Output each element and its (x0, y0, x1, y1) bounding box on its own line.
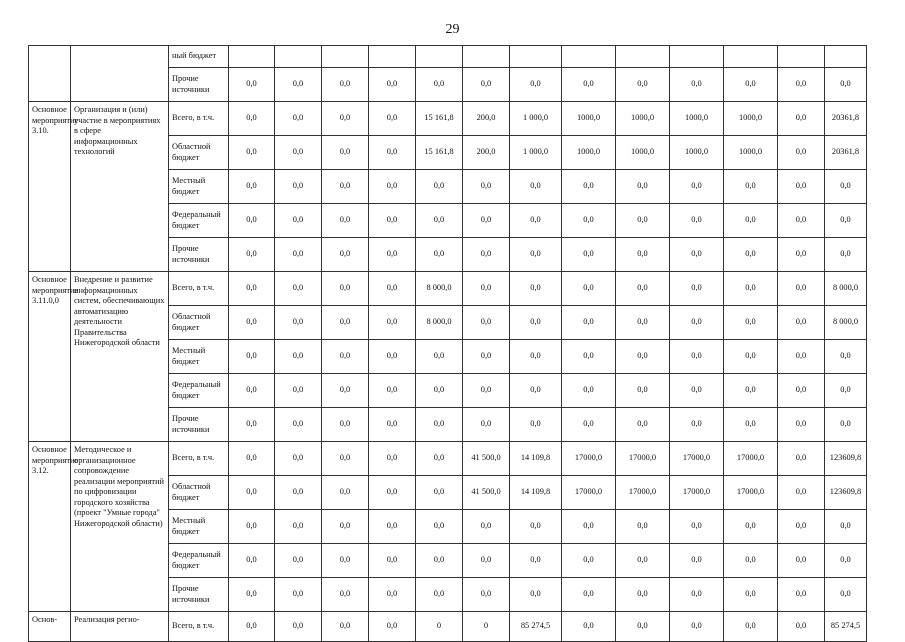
value-cell: 0,0 (369, 510, 416, 544)
value-cell: 0,0 (416, 476, 463, 510)
value-cell: 0,0 (229, 136, 275, 170)
value-cell: 0,0 (369, 102, 416, 136)
value-cell: 0,0 (229, 544, 275, 578)
value-cell: 0,0 (322, 544, 369, 578)
value-cell: 0,0 (778, 476, 825, 510)
value-cell: 0,0 (416, 238, 463, 272)
value-cell: 0,0 (562, 272, 616, 306)
value-cell: 15 161,8 (416, 136, 463, 170)
value-cell: 0,0 (825, 578, 867, 612)
value-cell: 0,0 (825, 544, 867, 578)
value-cell: 0,0 (562, 306, 616, 340)
value-cell: 0,0 (778, 340, 825, 374)
value-cell: 1000,0 (724, 102, 778, 136)
value-cell: 0,0 (778, 544, 825, 578)
value-cell: 14 109,8 (510, 476, 562, 510)
funding-source-cell: Всего, в т.ч. (169, 612, 229, 642)
value-cell: 0,0 (463, 408, 510, 442)
value-cell: 0,0 (778, 612, 825, 642)
value-cell: 0,0 (510, 408, 562, 442)
value-cell: 0,0 (510, 204, 562, 238)
value-cell: 0,0 (510, 238, 562, 272)
funding-source-cell: Федеральный бюджет (169, 374, 229, 408)
funding-source-cell: Всего, в т.ч. (169, 442, 229, 476)
value-cell: 0,0 (616, 238, 670, 272)
value-cell: 0,0 (825, 204, 867, 238)
value-cell: 17000,0 (562, 442, 616, 476)
value-cell: 0,0 (825, 340, 867, 374)
value-cell (416, 46, 463, 68)
value-cell: 0,0 (510, 306, 562, 340)
value-cell: 17000,0 (670, 476, 724, 510)
value-cell: 0,0 (463, 544, 510, 578)
value-cell: 0,0 (724, 578, 778, 612)
value-cell: 0,0 (369, 170, 416, 204)
value-cell: 0,0 (510, 68, 562, 102)
value-cell: 0,0 (275, 272, 322, 306)
funding-source-cell: Областной бюджет (169, 136, 229, 170)
value-cell: 0,0 (416, 204, 463, 238)
value-cell: 0,0 (778, 306, 825, 340)
value-cell: 123609,8 (825, 442, 867, 476)
value-cell: 0,0 (616, 374, 670, 408)
value-cell: 0,0 (229, 510, 275, 544)
value-cell: 0,0 (510, 544, 562, 578)
value-cell: 0,0 (562, 510, 616, 544)
activity-name-cell: Методическое и организационное сопровождение реализации мероприятий по цифровизации городского хозяйства (проект "Умные города" Нижегородской области) (71, 442, 169, 612)
value-cell (724, 46, 778, 68)
table-row (29, 612, 867, 642)
value-cell: 0,0 (463, 272, 510, 306)
activity-label-cell (29, 46, 71, 68)
activity-name-cell: Внедрение и развитие информационных систем, обеспечивающих автоматизацию деятельности Правительства Нижегородской области (71, 272, 169, 442)
value-cell (369, 46, 416, 68)
value-cell: 0,0 (416, 510, 463, 544)
activity-name-cell (71, 68, 169, 102)
value-cell: 0,0 (825, 408, 867, 442)
activity-label-cell: Основное мероприятие 3.11.0,0 (29, 272, 71, 442)
value-cell: 0,0 (463, 306, 510, 340)
value-cell: 0,0 (229, 612, 275, 642)
value-cell: 0,0 (562, 374, 616, 408)
funding-source-cell: Прочие источники (169, 408, 229, 442)
value-cell: 0,0 (369, 442, 416, 476)
value-cell: 0,0 (369, 306, 416, 340)
value-cell: 200,0 (463, 136, 510, 170)
value-cell: 0,0 (322, 612, 369, 642)
table-row (29, 102, 867, 136)
table-row (29, 442, 867, 476)
value-cell: 0,0 (275, 544, 322, 578)
value-cell: 0,0 (322, 374, 369, 408)
value-cell: 8 000,0 (416, 272, 463, 306)
value-cell: 0,0 (369, 136, 416, 170)
value-cell: 0,0 (825, 374, 867, 408)
value-cell: 0,0 (616, 408, 670, 442)
value-cell: 0,0 (670, 204, 724, 238)
value-cell (275, 46, 322, 68)
value-cell: 0,0 (229, 68, 275, 102)
value-cell: 0,0 (670, 306, 724, 340)
value-cell: 0,0 (463, 204, 510, 238)
value-cell: 0,0 (616, 204, 670, 238)
value-cell: 0,0 (463, 238, 510, 272)
value-cell: 17000,0 (670, 442, 724, 476)
funding-source-cell: Местный бюджет (169, 510, 229, 544)
value-cell: 85 274,5 (510, 612, 562, 642)
funding-source-cell: Федеральный бюджет (169, 544, 229, 578)
value-cell: 0,0 (562, 238, 616, 272)
value-cell: 8 000,0 (825, 306, 867, 340)
value-cell: 0,0 (616, 340, 670, 374)
value-cell: 0,0 (322, 272, 369, 306)
value-cell: 0,0 (275, 136, 322, 170)
value-cell: 0,0 (463, 170, 510, 204)
value-cell: 0,0 (369, 578, 416, 612)
value-cell: 41 500,0 (463, 476, 510, 510)
value-cell: 0,0 (724, 306, 778, 340)
value-cell: 0,0 (616, 272, 670, 306)
value-cell: 0,0 (369, 544, 416, 578)
value-cell: 0,0 (778, 578, 825, 612)
value-cell: 0,0 (416, 442, 463, 476)
value-cell (510, 46, 562, 68)
value-cell: 0,0 (778, 408, 825, 442)
value-cell: 0,0 (670, 340, 724, 374)
value-cell: 0,0 (778, 442, 825, 476)
value-cell: 0,0 (562, 340, 616, 374)
value-cell: 15 161,8 (416, 102, 463, 136)
value-cell: 0,0 (275, 340, 322, 374)
value-cell: 1000,0 (616, 102, 670, 136)
page-number: 29 (445, 22, 460, 37)
value-cell: 0,0 (369, 340, 416, 374)
value-cell: 0,0 (670, 272, 724, 306)
value-cell: 1 000,0 (510, 136, 562, 170)
value-cell: 0,0 (616, 578, 670, 612)
value-cell: 14 109,8 (510, 442, 562, 476)
value-cell: 0,0 (825, 238, 867, 272)
value-cell: 0,0 (724, 272, 778, 306)
funding-source-cell: Прочие источники (169, 68, 229, 102)
funding-source-cell: Прочие источники (169, 238, 229, 272)
value-cell: 0,0 (562, 612, 616, 642)
value-cell: 0,0 (229, 306, 275, 340)
value-cell: 0,0 (510, 272, 562, 306)
value-cell: 0,0 (322, 170, 369, 204)
value-cell: 0,0 (229, 408, 275, 442)
value-cell (825, 46, 867, 68)
value-cell: 0,0 (562, 68, 616, 102)
value-cell: 0,0 (778, 68, 825, 102)
value-cell: 0,0 (510, 510, 562, 544)
value-cell: 0,0 (229, 340, 275, 374)
value-cell: 0,0 (275, 374, 322, 408)
funding-source-cell: Местный бюджет (169, 170, 229, 204)
value-cell: 0,0 (369, 272, 416, 306)
funding-source-cell: Областной бюджет (169, 476, 229, 510)
value-cell (322, 46, 369, 68)
value-cell (562, 46, 616, 68)
funding-source-cell: ный бюджет (169, 46, 229, 68)
value-cell: 20361,8 (825, 102, 867, 136)
value-cell: 1000,0 (670, 102, 724, 136)
value-cell: 8 000,0 (825, 272, 867, 306)
activity-label-cell: Основ- (29, 612, 71, 642)
value-cell: 123609,8 (825, 476, 867, 510)
value-cell: 0,0 (724, 408, 778, 442)
value-cell: 1000,0 (670, 136, 724, 170)
value-cell: 17000,0 (724, 442, 778, 476)
value-cell: 0,0 (322, 306, 369, 340)
value-cell: 0,0 (229, 374, 275, 408)
value-cell: 0,0 (416, 408, 463, 442)
value-cell: 0,0 (778, 510, 825, 544)
value-cell: 0,0 (616, 510, 670, 544)
value-cell: 1000,0 (616, 136, 670, 170)
activity-name-cell: Реализация регио- (71, 612, 169, 642)
value-cell: 0,0 (562, 578, 616, 612)
value-cell: 0,0 (463, 510, 510, 544)
funding-source-cell: Прочие источники (169, 578, 229, 612)
value-cell: 1000,0 (562, 102, 616, 136)
value-cell: 0,0 (275, 408, 322, 442)
value-cell: 20361,8 (825, 136, 867, 170)
value-cell: 1000,0 (724, 136, 778, 170)
value-cell: 0,0 (724, 612, 778, 642)
value-cell: 0,0 (562, 170, 616, 204)
value-cell: 0,0 (229, 442, 275, 476)
value-cell: 0,0 (562, 408, 616, 442)
value-cell: 1 000,0 (510, 102, 562, 136)
funding-source-cell: Федеральный бюджет (169, 204, 229, 238)
value-cell: 0,0 (275, 578, 322, 612)
value-cell: 0,0 (616, 68, 670, 102)
value-cell: 0,0 (463, 578, 510, 612)
activity-label-cell: Основное мероприятие 3.10. (29, 102, 71, 272)
value-cell: 0,0 (322, 136, 369, 170)
value-cell: 0,0 (562, 204, 616, 238)
value-cell: 0,0 (416, 68, 463, 102)
table-row (29, 68, 867, 102)
value-cell: 0,0 (322, 408, 369, 442)
value-cell: 0,0 (369, 408, 416, 442)
value-cell: 1000,0 (562, 136, 616, 170)
funding-source-cell: Всего, в т.ч. (169, 102, 229, 136)
value-cell: 0,0 (369, 68, 416, 102)
value-cell: 0,0 (825, 68, 867, 102)
value-cell: 0,0 (616, 170, 670, 204)
value-cell: 0,0 (416, 170, 463, 204)
value-cell: 0,0 (416, 578, 463, 612)
value-cell: 0,0 (670, 578, 724, 612)
value-cell: 0,0 (616, 612, 670, 642)
value-cell: 0,0 (322, 578, 369, 612)
value-cell: 0,0 (778, 170, 825, 204)
value-cell: 0,0 (670, 374, 724, 408)
value-cell: 0,0 (369, 238, 416, 272)
activity-name-cell: Организация и (или) участие в мероприятиях в сфере информационных технологий (71, 102, 169, 272)
value-cell: 85 274,5 (825, 612, 867, 642)
value-cell: 0,0 (778, 272, 825, 306)
table-row (29, 272, 867, 306)
value-cell: 0,0 (229, 272, 275, 306)
value-cell: 0,0 (463, 374, 510, 408)
activity-name-cell (71, 46, 169, 68)
value-cell: 0,0 (778, 204, 825, 238)
value-cell: 0,0 (416, 544, 463, 578)
value-cell: 0 (416, 612, 463, 642)
funding-source-cell: Областной бюджет (169, 306, 229, 340)
value-cell: 0,0 (275, 68, 322, 102)
value-cell: 17000,0 (724, 476, 778, 510)
value-cell: 0,0 (825, 510, 867, 544)
value-cell: 0,0 (275, 612, 322, 642)
value-cell: 0,0 (724, 544, 778, 578)
value-cell: 0,0 (275, 204, 322, 238)
value-cell: 0,0 (369, 612, 416, 642)
value-cell (670, 46, 724, 68)
value-cell: 0,0 (670, 68, 724, 102)
value-cell: 0,0 (724, 204, 778, 238)
value-cell: 0,0 (670, 170, 724, 204)
value-cell: 0,0 (275, 238, 322, 272)
value-cell: 0,0 (322, 68, 369, 102)
value-cell: 0,0 (369, 476, 416, 510)
value-cell: 41 500,0 (463, 442, 510, 476)
value-cell: 0,0 (416, 374, 463, 408)
value-cell: 0,0 (616, 544, 670, 578)
value-cell (229, 46, 275, 68)
value-cell: 0,0 (670, 544, 724, 578)
value-cell: 0,0 (275, 102, 322, 136)
value-cell: 0,0 (369, 374, 416, 408)
value-cell: 0,0 (510, 374, 562, 408)
table-row (29, 46, 867, 68)
value-cell: 8 000,0 (416, 306, 463, 340)
value-cell: 0,0 (778, 136, 825, 170)
budget-table (28, 45, 867, 642)
value-cell: 0,0 (825, 170, 867, 204)
value-cell: 17000,0 (562, 476, 616, 510)
value-cell: 0,0 (322, 340, 369, 374)
value-cell: 0,0 (322, 510, 369, 544)
value-cell: 0,0 (322, 442, 369, 476)
value-cell: 0,0 (724, 68, 778, 102)
activity-label-cell: Основное мероприятие 3.12. (29, 442, 71, 612)
value-cell: 0,0 (322, 238, 369, 272)
value-cell: 17000,0 (616, 442, 670, 476)
value-cell: 0,0 (229, 578, 275, 612)
funding-source-cell: Всего, в т.ч. (169, 272, 229, 306)
value-cell: 0,0 (724, 340, 778, 374)
value-cell (778, 46, 825, 68)
value-cell: 0,0 (510, 578, 562, 612)
value-cell: 0,0 (616, 306, 670, 340)
value-cell: 0,0 (275, 442, 322, 476)
value-cell: 0,0 (229, 204, 275, 238)
value-cell: 0,0 (322, 476, 369, 510)
value-cell: 0,0 (229, 238, 275, 272)
value-cell: 0,0 (778, 102, 825, 136)
value-cell: 0,0 (229, 170, 275, 204)
value-cell: 0,0 (778, 374, 825, 408)
value-cell: 0,0 (322, 102, 369, 136)
funding-source-cell: Местный бюджет (169, 340, 229, 374)
value-cell: 0,0 (562, 544, 616, 578)
value-cell: 0,0 (463, 68, 510, 102)
value-cell: 0,0 (724, 510, 778, 544)
activity-label-cell (29, 68, 71, 102)
value-cell: 0,0 (463, 340, 510, 374)
value-cell: 0,0 (778, 238, 825, 272)
value-cell: 0,0 (416, 340, 463, 374)
value-cell: 200,0 (463, 102, 510, 136)
value-cell (463, 46, 510, 68)
value-cell: 17000,0 (616, 476, 670, 510)
value-cell: 0,0 (229, 102, 275, 136)
value-cell: 0,0 (322, 204, 369, 238)
value-cell (616, 46, 670, 68)
value-cell: 0,0 (229, 476, 275, 510)
value-cell: 0,0 (670, 238, 724, 272)
value-cell: 0,0 (724, 170, 778, 204)
value-cell: 0,0 (510, 340, 562, 374)
value-cell: 0 (463, 612, 510, 642)
value-cell: 0,0 (670, 408, 724, 442)
value-cell: 0,0 (275, 476, 322, 510)
value-cell: 0,0 (670, 510, 724, 544)
value-cell: 0,0 (510, 170, 562, 204)
value-cell: 0,0 (724, 238, 778, 272)
value-cell: 0,0 (275, 306, 322, 340)
value-cell: 0,0 (369, 204, 416, 238)
value-cell: 0,0 (670, 612, 724, 642)
value-cell: 0,0 (275, 510, 322, 544)
value-cell: 0,0 (724, 374, 778, 408)
value-cell: 0,0 (275, 170, 322, 204)
